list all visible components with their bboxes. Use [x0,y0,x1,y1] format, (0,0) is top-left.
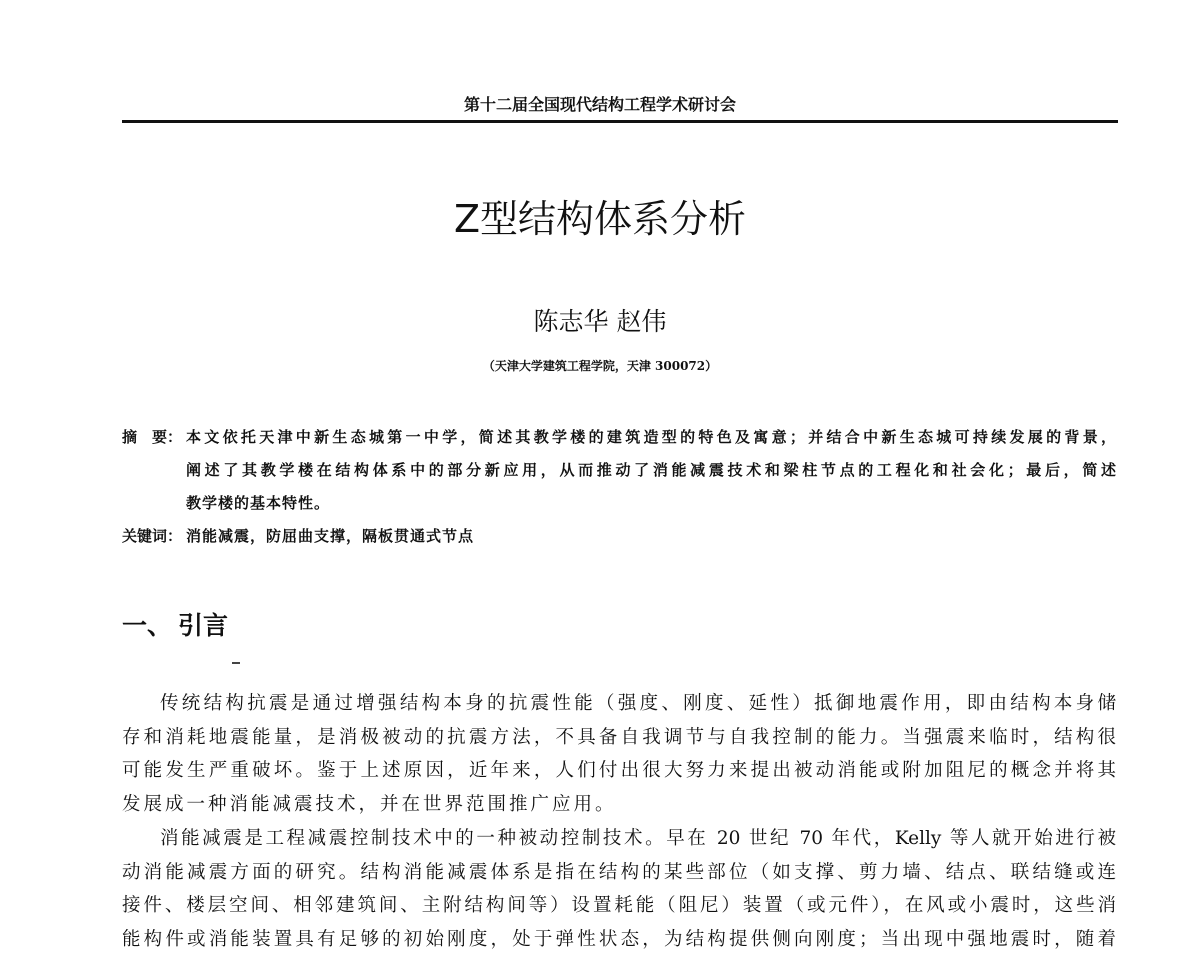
body-line: 能构件或消能装置具有足够的初始刚度，处于弹性状态，为结构提供侧向刚度；当出现中强地震时，随着 [122,929,1116,950]
section-heading [122,606,228,642]
abstract-line: 教学楼的基本特性。 [186,494,331,512]
body-line: 发展成一种消能减震技术，并在世界范围推广应用。 [122,794,617,815]
section-title: 引言 [178,611,229,640]
keywords: 消能减震，防屈曲支撑，隔板贯通式节点 [186,527,475,545]
abstract-line: 本文依托天津中新生态城第一中学，简述其教学楼的建筑造型的特色及寓意；并结合中新生态城可持续发展的背景， [186,428,1116,446]
body-line: 存和消耗地震能量，是消极被动的抗震方法，不具备自我调节与自我控制的能力。当强震来临时，结构很 [122,727,1116,748]
paper-title: Z型结构体系分析 [453,197,747,241]
section-number: 一、 [122,611,173,640]
body-line: 传统结构抗震是通过增强结构本身的抗震性能（强度、刚度、延性）抵御地震作用，即由结构本身储 [160,693,1116,714]
affiliation: （天津大学建筑工程学院，天津 300072） [482,359,718,373]
abstract-label: 摘 要： [122,428,183,446]
keywords-label: 关键词： [122,527,183,545]
header-rule [122,120,1118,123]
authors: 陈志华 赵伟 [533,307,667,336]
body-line: 可能发生严重破坏。鉴于上述原因，近年来，人们付出很大努力来提出被动消能或附加阻尼的概念并将其 [122,760,1116,781]
body-line: 接件、楼层空间、相邻建筑间、主附结构间等）设置耗能（阻尼）装置（或元件），在风或小震时，这些消 [122,895,1116,916]
running-header: 第十二届全国现代结构工程学术研讨会 [463,95,736,114]
scan-mark [232,662,240,664]
body-line: 消能减震是工程减震控制技术中的一种被动控制技术。早在 20 世纪 70 年代，Kelly 等人就开始进行被 [160,828,1116,849]
body-line: 动消能减震方面的研究。结构消能减震体系是指在结构的某些部位（如支撑、剪力墙、结点、联结缝或连 [122,862,1116,883]
abstract-line: 阐述了其教学楼在结构体系中的部分新应用，从而推动了消能减震技术和梁柱节点的工程化和社会化；最后，简述 [186,461,1116,479]
